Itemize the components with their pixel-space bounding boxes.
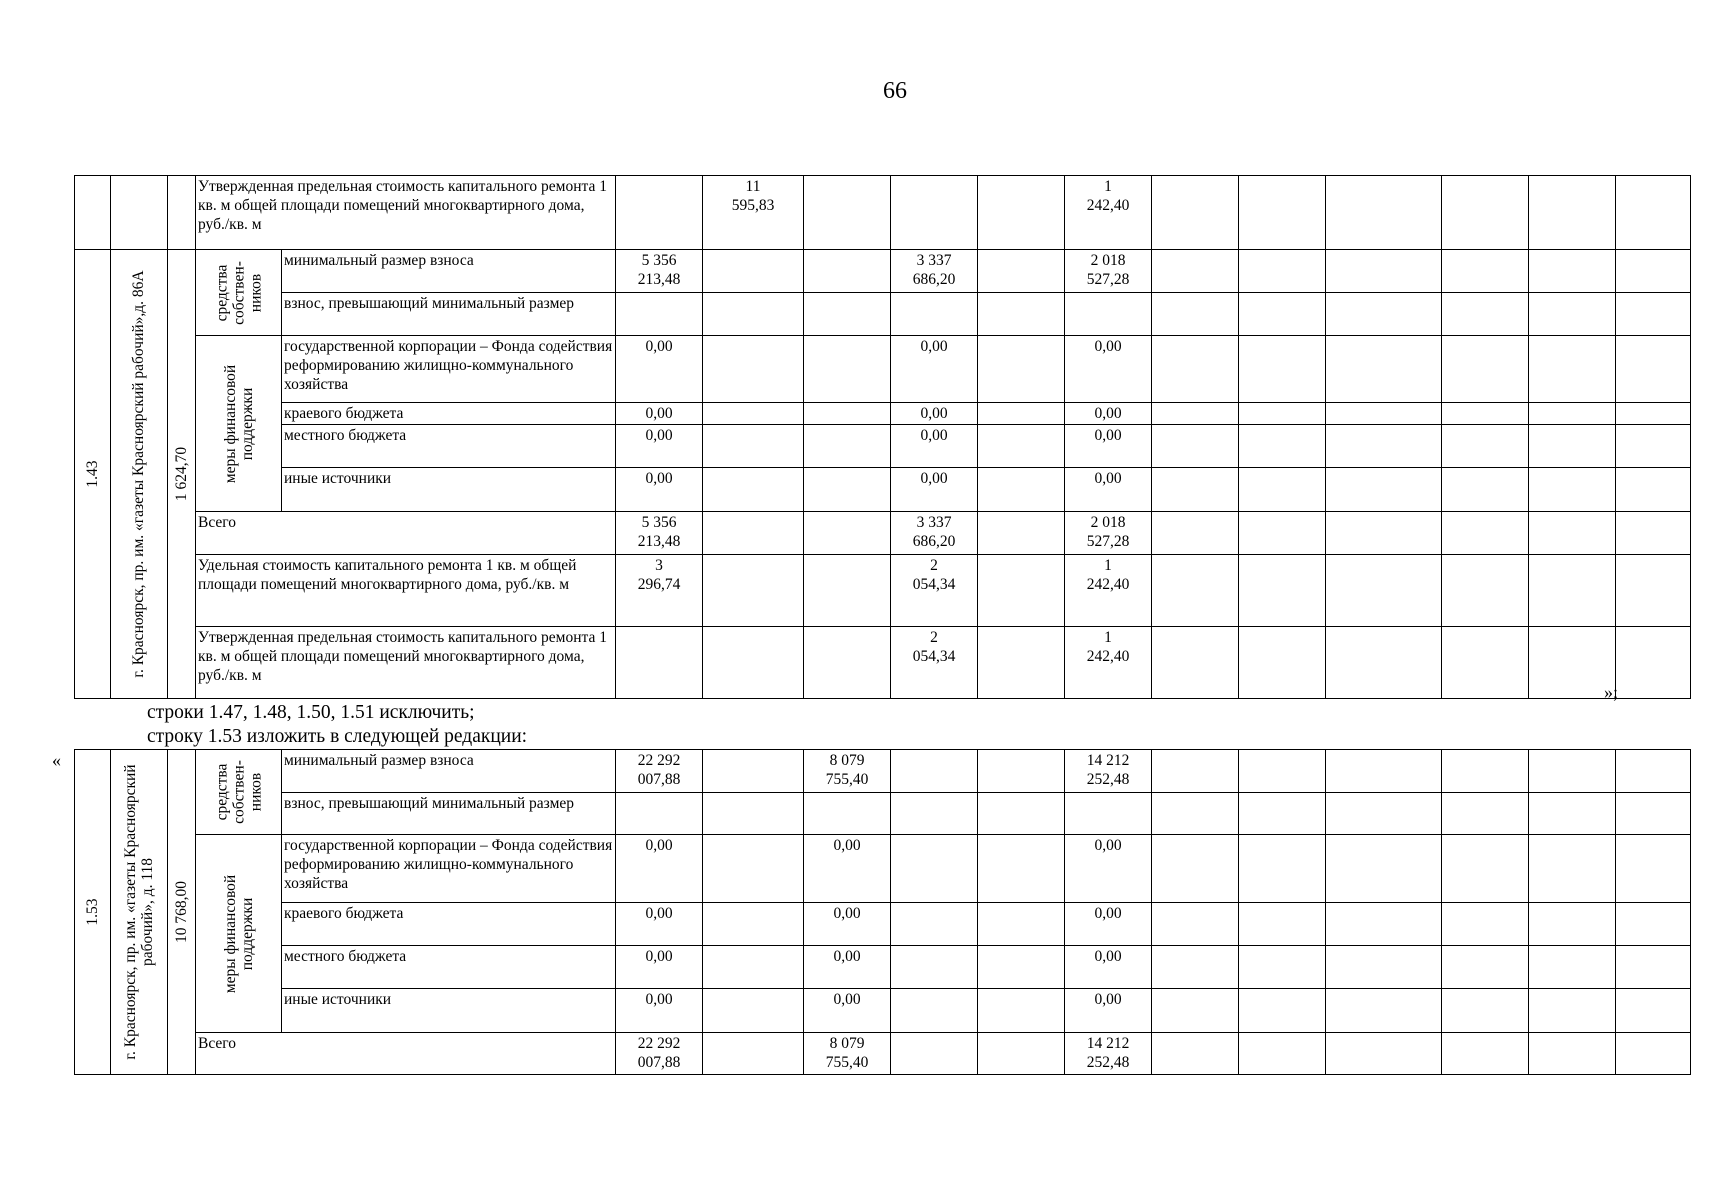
cell-value: 595,83 [731,197,775,214]
cell-value: 0,00 [1065,903,1152,946]
address-cell [111,750,168,1075]
support-measures-cell [196,835,282,1033]
cell-value: 252,48 [1086,771,1130,788]
cell-value: 5 356 [641,514,677,531]
table-row [75,946,1691,989]
cell-value: 0,00 [616,403,703,425]
amendment-note-2: строку 1.53 изложить в следующей редакции: [147,726,528,747]
address: г. Красноярск, пр. им. «газеты Красноярский рабочий», д. 118 [122,764,156,1060]
address: г. Красноярск, пр. им. «газеты Красноярский рабочий»,д. 86А [130,270,147,678]
support-measures-cell [196,336,282,512]
table-row [75,250,1691,293]
owners-funds-cell [196,250,282,336]
row-label: Всего [196,512,616,555]
total-row [75,512,1691,555]
page-number: 66 [883,78,907,104]
cell-value: 0,00 [891,468,978,512]
cell-value: 242,40 [1086,197,1130,214]
cell-value: 0,00 [1065,403,1152,425]
cell-value: 1 [1104,629,1112,646]
unit-cost-row [75,555,1691,627]
cell-value: 2 018 [1090,252,1126,269]
table-row [75,989,1691,1033]
cell-value: 0,00 [1065,989,1152,1033]
cell-value: 252,48 [1086,1054,1130,1071]
cell-value: 686,20 [912,533,956,550]
cell-value: 213,48 [637,271,681,288]
cell-value: 3 337 [916,514,952,531]
cell-value: 0,00 [891,336,978,403]
cell-value: 2 018 [1090,514,1126,531]
row-index: 1.43 [83,460,101,488]
cell-value: 0,00 [616,903,703,946]
row-label: Утвержденная предельная стоимость капитального ремонта 1 кв. м общей площади помещений многоквартирного дома, руб./кв. м [198,178,607,233]
cell-value: 22 292 [637,752,681,769]
row-label: государственной корпорации – Фонда содействия реформированию жилищно-коммунального хозяйства [282,835,616,903]
cell-value: 22 292 [637,1035,681,1052]
row-label: минимальный размер взноса [282,750,616,793]
cell-value: 0,00 [804,989,891,1033]
row-label: краевого бюджета [282,903,616,946]
row-label: взнос, превышающий минимальный размер [282,293,616,336]
row-label: иные источники [282,468,616,512]
row-index: 1.53 [83,898,101,926]
cell-value: 0,00 [616,946,703,989]
support-measures-label: меры финансовой поддержки [221,364,256,483]
row-label: минимальный размер взноса [282,250,616,293]
table-row [75,750,1691,793]
area: 10 768,00 [172,881,190,943]
table-row [75,835,1691,903]
cell-value: 0,00 [1065,425,1152,468]
cell-value: 14 212 [1086,752,1130,769]
cell-value: 054,34 [912,576,956,593]
owners-funds-cell [196,750,282,835]
cell-value: 1 [1104,178,1112,195]
owners-funds-label: средства собствен-ников [213,260,264,325]
limit-cost-row [75,627,1691,699]
table-row [75,293,1691,336]
cell-value: 242,40 [1086,576,1130,593]
cell-value: 527,28 [1086,271,1130,288]
row-label: Утвержденная предельная стоимость капитального ремонта 1 кв. м общей площади помещений многоквартирного дома, руб./кв. м [196,627,616,699]
row-index-cell [75,250,111,699]
opening-quote: « [52,750,61,770]
row-label: иные источники [282,989,616,1033]
row-label: краевого бюджета [282,403,616,425]
cell-value: 755,40 [825,1054,869,1071]
cell-value: 1 [1104,557,1112,574]
area-cell [168,250,196,699]
cell-value: 686,20 [912,271,956,288]
area: 1 624,70 [172,446,190,502]
address-cell [111,250,168,699]
cell-value: 0,00 [891,403,978,425]
row-index-cell [75,750,111,1075]
cell-value: 14 212 [1086,1035,1130,1052]
area-cell [168,750,196,1075]
cell-value: 213,48 [637,533,681,550]
cell-value: 007,88 [637,1054,681,1071]
table-row [75,793,1691,835]
cell-value: 242,40 [1086,648,1130,665]
cell-value: 5 356 [641,252,677,269]
amendment-note-1: строки 1.47, 1.48, 1.50, 1.51 исключить; [147,702,475,723]
cell-value: 0,00 [804,903,891,946]
repair-cost-table-1-43 [74,175,1691,699]
cell-value: 0,00 [616,989,703,1033]
limit-cost-row-prev [75,176,1691,250]
repair-cost-table-1-53 [74,749,1691,1075]
cell-value: 296,74 [637,576,681,593]
cell-value: 0,00 [616,835,703,903]
row-label: местного бюджета [282,425,616,468]
cell-value: 0,00 [616,468,703,512]
cell-value: 3 337 [916,252,952,269]
cell-value: 8 079 [829,1035,865,1052]
total-row [75,1033,1691,1075]
cell-value: 755,40 [825,771,869,788]
cell-value: 3 [655,557,663,574]
support-measures-label: меры финансовой поддержки [221,874,256,993]
cell-value: 054,34 [912,648,956,665]
cell-value: 0,00 [1065,835,1152,903]
table-row [75,403,1691,425]
cell-value: 8 079 [829,752,865,769]
cell-value: 0,00 [1065,468,1152,512]
cell-value: 0,00 [1065,946,1152,989]
row-label: Удельная стоимость капитального ремонта 1 кв. м общей площади помещений многоквартирного дома, руб./кв. м [196,555,616,627]
row-label: государственной корпорации – Фонда содействия реформированию жилищно-коммунального хозяйства [282,336,616,403]
cell-value: 0,00 [616,336,703,403]
table-row [75,425,1691,468]
table-row [75,903,1691,946]
cell-value: 0,00 [891,425,978,468]
cell-value: 0,00 [1065,336,1152,403]
table-row [75,468,1691,512]
cell-value: 0,00 [616,425,703,468]
owners-funds-label: средства собствен-ников [213,760,264,824]
table-row [75,336,1691,403]
cell-value: 527,28 [1086,533,1130,550]
row-label: Всего [196,1033,616,1075]
cell-value: 2 [930,557,938,574]
cell-value: 0,00 [804,946,891,989]
row-label: взнос, превышающий минимальный размер [282,793,616,835]
row-label: местного бюджета [282,946,616,989]
cell-value: 007,88 [637,771,681,788]
cell-value: 0,00 [804,835,891,903]
closing-quote: »; [1604,682,1619,702]
cell-value: 2 [930,629,938,646]
cell-value: 11 [745,178,761,195]
